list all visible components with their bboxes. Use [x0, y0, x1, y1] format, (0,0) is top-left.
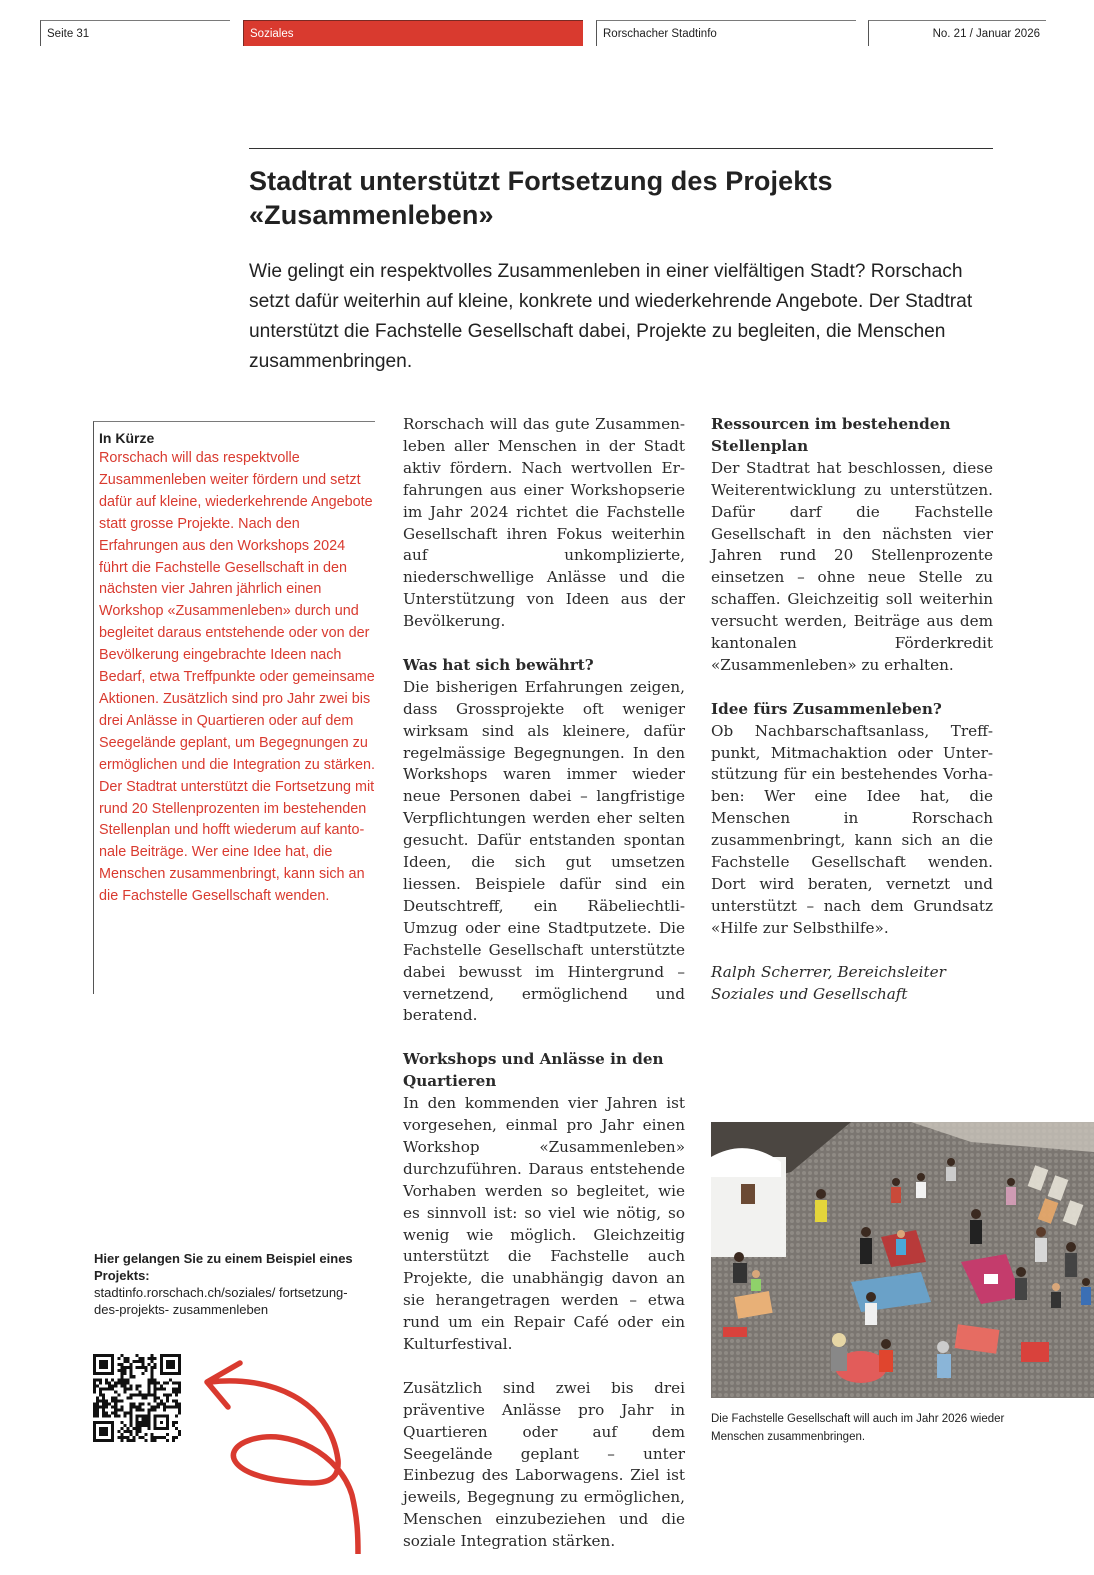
article-column-2 — [403, 414, 685, 1575]
author-role: Soziales und Gesellschaft — [711, 984, 908, 1003]
section-paragraph: Die bisherigen Erfahrungen zeigen, dass Grossprojekte oft weniger wirksam sind als kleinere, dafür regelmässige Begegnungen. In den Workshops waren immer wieder neue Personen dabei – langfristige Verpflichtungen werden eher selten gesucht. Dafür entstanden spontan Ideen, die sich gut umsetzen liessen. Beispiele dafür sind ein Deutschtreff, ein Räbeliechtli-Umzug oder eine Stadtputzete. Die Fachstelle Gesellschaft unterstützte dabei bewusst im Hintergrund – vernetzend, ermöglichend und beratend. — [403, 677, 685, 1025]
article-lead: Wie gelingt ein respektvolles Zusammenleben in einer vielfältigen Stadt? Rorschach setzt dafür weiterhin auf kleine, konkrete und wiederkehrende Angebote. Der Stadtrat unterstützt die Fachstelle Gesellschaft dabei, Projekte zu begleiten, die Menschen zusammenbringen. — [249, 261, 973, 372]
issue-label: No. 21 / Januar 2026 — [868, 20, 1046, 46]
category-label: Soziales — [243, 20, 583, 46]
section-heading: Was hat sich bewährt? — [403, 655, 594, 674]
in-brief-text: Rorschach will das respektvolle Zusammenleben weiter fördern und setzt dafür auf kleine, wiederkehrende Angebote statt grosse Projekte. Nach den Erfahrungen aus den Workshops 2024 führt die Fachstelle Gesellschaft in den nächsten vier Jahren jährlich einen Workshop «Zusammenleben» durch und begleitet daraus entstehende oder von der Bevölkerung eingebrachte Ideen nach Bedarf, etwa Treffpunkte oder gemeinsame Aktionen. Zusätzlich sind pro Jahr zwei bis drei Anlässe in Quartieren oder auf dem Seegelände geplant, um Begegnungen zu ermöglichen und die Integration zu stärken. Der Stadtrat unterstützt die Fortsetzung mit rund 20 Stellenprozenten im bestehenden Stellenplan und hofft wiederum auf kantonale Beiträge. Wer eine Idee hat, die Menschen zusammenbringt, kann sich an die Fachstelle Gesellschaft wenden. — [99, 450, 375, 905]
publication-name: Rorschacher Stadtinfo — [596, 20, 856, 46]
project-url[interactable]: stadtinfo.rorschach.ch/soziales/ fortsetzung-des-projekts- zusammenleben — [94, 1285, 348, 1317]
section-paragraph: Ob Nachbarschaftsanlass, Treffpunkt, Mitmachaktion oder Unterstützung für ein bestehendes Vorhaben: Wer eine Idee hat, die Menschen in Rorschach zusammenbringt, kann sich an die Fachstelle Gesellschaft wenden. Dort wird beraten, vernetzt und unterstützt – nach dem Grundsatz «Hilfe zur Selbsthilfe». — [711, 721, 993, 937]
section-heading: Workshops und Anlässe in den Quartieren — [403, 1050, 664, 1091]
photo-caption: Die Fachstelle Gesellschaft will auch im Jahr 2026 wieder Menschen zusammenbringen. — [711, 1413, 1005, 1443]
in-brief-heading: In Kürze — [99, 430, 155, 446]
in-brief-box — [93, 421, 375, 994]
title-divider — [249, 148, 993, 149]
event-photo — [711, 1122, 1094, 1398]
article-column-3 — [711, 414, 993, 1005]
section-paragraph: In den kommenden vier Jahren ist vorgesehen, einmal pro Jahr einen Workshop «Zusammenleben» durchzuführen. Daraus entstehende Vorhaben werden so begleitet, wie es sinnvoll ist: so viel wie nötig, so wenig wie möglich. Gleichzeitig unterstützt die Fachstelle auch Projekte, die unabhängig davon an sie herangetragen werden – etwa rund um ein Repair Café oder ein Kulturfestival. — [403, 1094, 685, 1354]
section-heading: Idee fürs Zusammenleben? — [711, 699, 942, 718]
intro-paragraph: Rorschach will das gute Zusammenleben aller Menschen in der Stadt aktiv fördern. Nach wertvollen Erfahrungen aus einer Workshopserie im Jahr 2024 richtet die Fachstelle Gesellschaft ihren Fokus weiterhin auf unkomplizierte, niederschwellige Anlässe und die Unterstützung von Ideen aus der Bevölkerung. — [403, 415, 685, 631]
curly-arrow-icon — [190, 1355, 380, 1554]
author-name: Ralph Scherrer, Bereichsleiter — [711, 962, 946, 981]
section-heading: Ressourcen im bestehenden Stellenplan — [711, 415, 951, 455]
section-paragraph: Zusätzlich sind zwei bis drei präventive Anlässe pro Jahr in Quartieren oder auf dem Seegelände geplant – unter Einbezug des Laborwagens. Ziel ist jeweils, Begegnung zu ermöglichen, Menschen einzubeziehen und die soziale Integration stärken. — [403, 1378, 685, 1551]
link-heading: Hier gelangen Sie zu einem Beispiel eines Projekts: — [94, 1251, 353, 1283]
qr-code-icon[interactable] — [93, 1354, 181, 1442]
article-title: Stadtrat unterstützt Fortsetzung des Projekts «Zusammenleben» — [249, 166, 833, 230]
photo-illustration — [711, 1122, 1094, 1398]
project-link-box — [94, 1250, 354, 1318]
author-signature — [711, 962, 993, 1006]
page-number: Seite 31 — [40, 20, 230, 46]
section-paragraph: Der Stadtrat hat beschlossen, diese Weiterentwicklung zu unterstützen. Dafür darf die Fachstelle Gesellschaft in den nächsten vier Jahren rund 20 Stellenprozente einsetzen – ohne neue Stelle zu schaffen. Gleichzeitig soll weiterhin versucht werden, Beiträge aus dem kantonalen Förderkredit «Zusammenleben» zu erhalten. — [711, 458, 993, 674]
